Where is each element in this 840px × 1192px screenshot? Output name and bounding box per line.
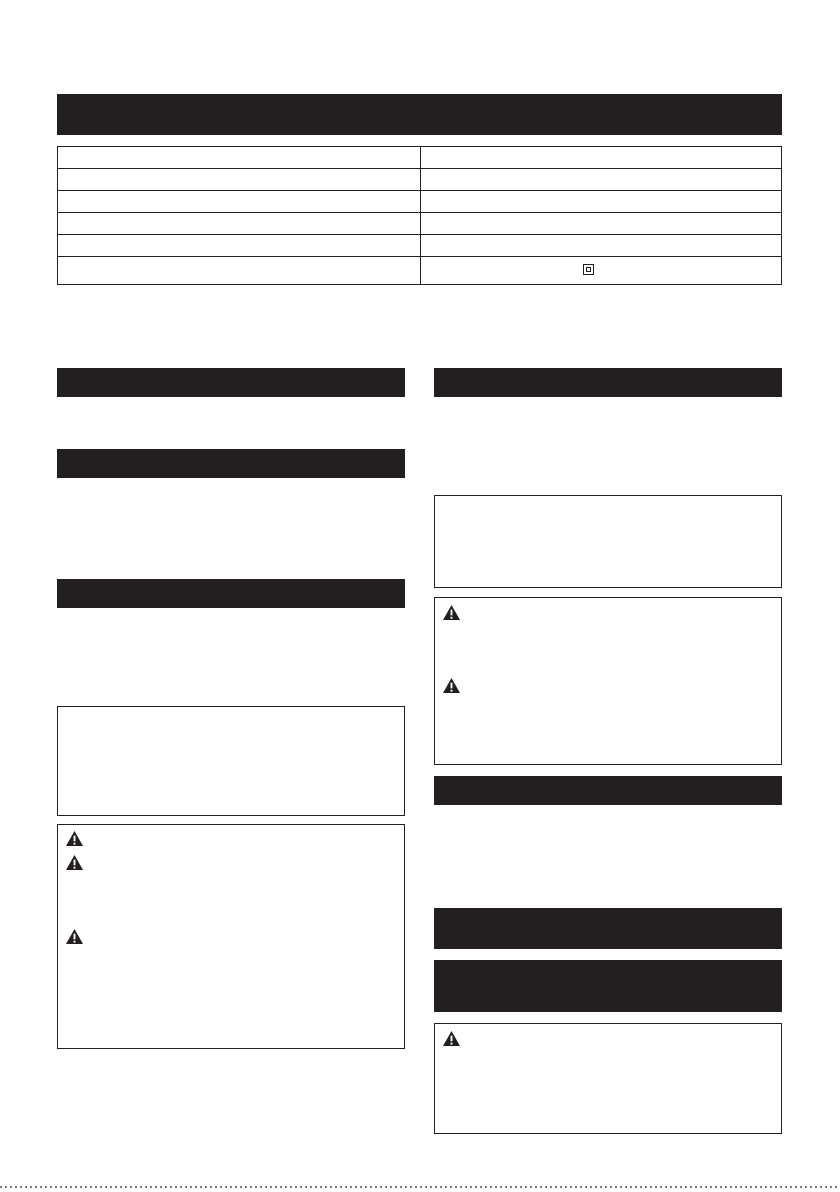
spec-value-cell [421,213,782,235]
section-header-bar-right-3 [434,908,782,949]
warning-box-right-bottom [434,1023,782,1134]
spec-value-cell [421,191,782,213]
warning-triangle-icon [442,604,461,621]
notice-box-right [434,495,782,588]
specifications-table [57,146,782,285]
table-row [58,191,782,213]
spec-value-cell [421,147,782,169]
section-header-bar-top [57,94,782,135]
class-ii-double-square-icon [583,264,594,275]
section-header-bar-right-2 [434,776,782,805]
warning-box-left [57,824,405,1049]
spec-label-cell [58,191,421,213]
warning-triangle-icon [442,677,461,694]
warning-triangle-icon [65,830,84,847]
page-edge-trim [0,1186,840,1188]
warning-triangle-icon [442,1030,461,1047]
section-header-bar-right-4 [434,960,782,1012]
spec-label-cell [58,257,421,285]
warning-box-right [434,597,782,765]
warning-triangle-icon [65,854,84,871]
spec-value-cell [421,257,782,285]
section-header-bar-left-2 [57,449,405,478]
section-header-bar-left-1 [57,368,405,397]
section-header-bar-right-1 [434,368,782,397]
spec-label-cell [58,147,421,169]
spec-value-cell [421,169,782,191]
spec-value-cell [421,235,782,257]
notice-box-left [57,706,405,816]
spec-label-cell [58,235,421,257]
table-row [58,257,782,285]
section-header-bar-left-3 [57,579,405,608]
table-row [58,235,782,257]
table-row [58,213,782,235]
spec-label-cell [58,169,421,191]
spec-label-cell [58,213,421,235]
table-row [58,169,782,191]
warning-triangle-icon [65,928,84,945]
table-row [58,147,782,169]
